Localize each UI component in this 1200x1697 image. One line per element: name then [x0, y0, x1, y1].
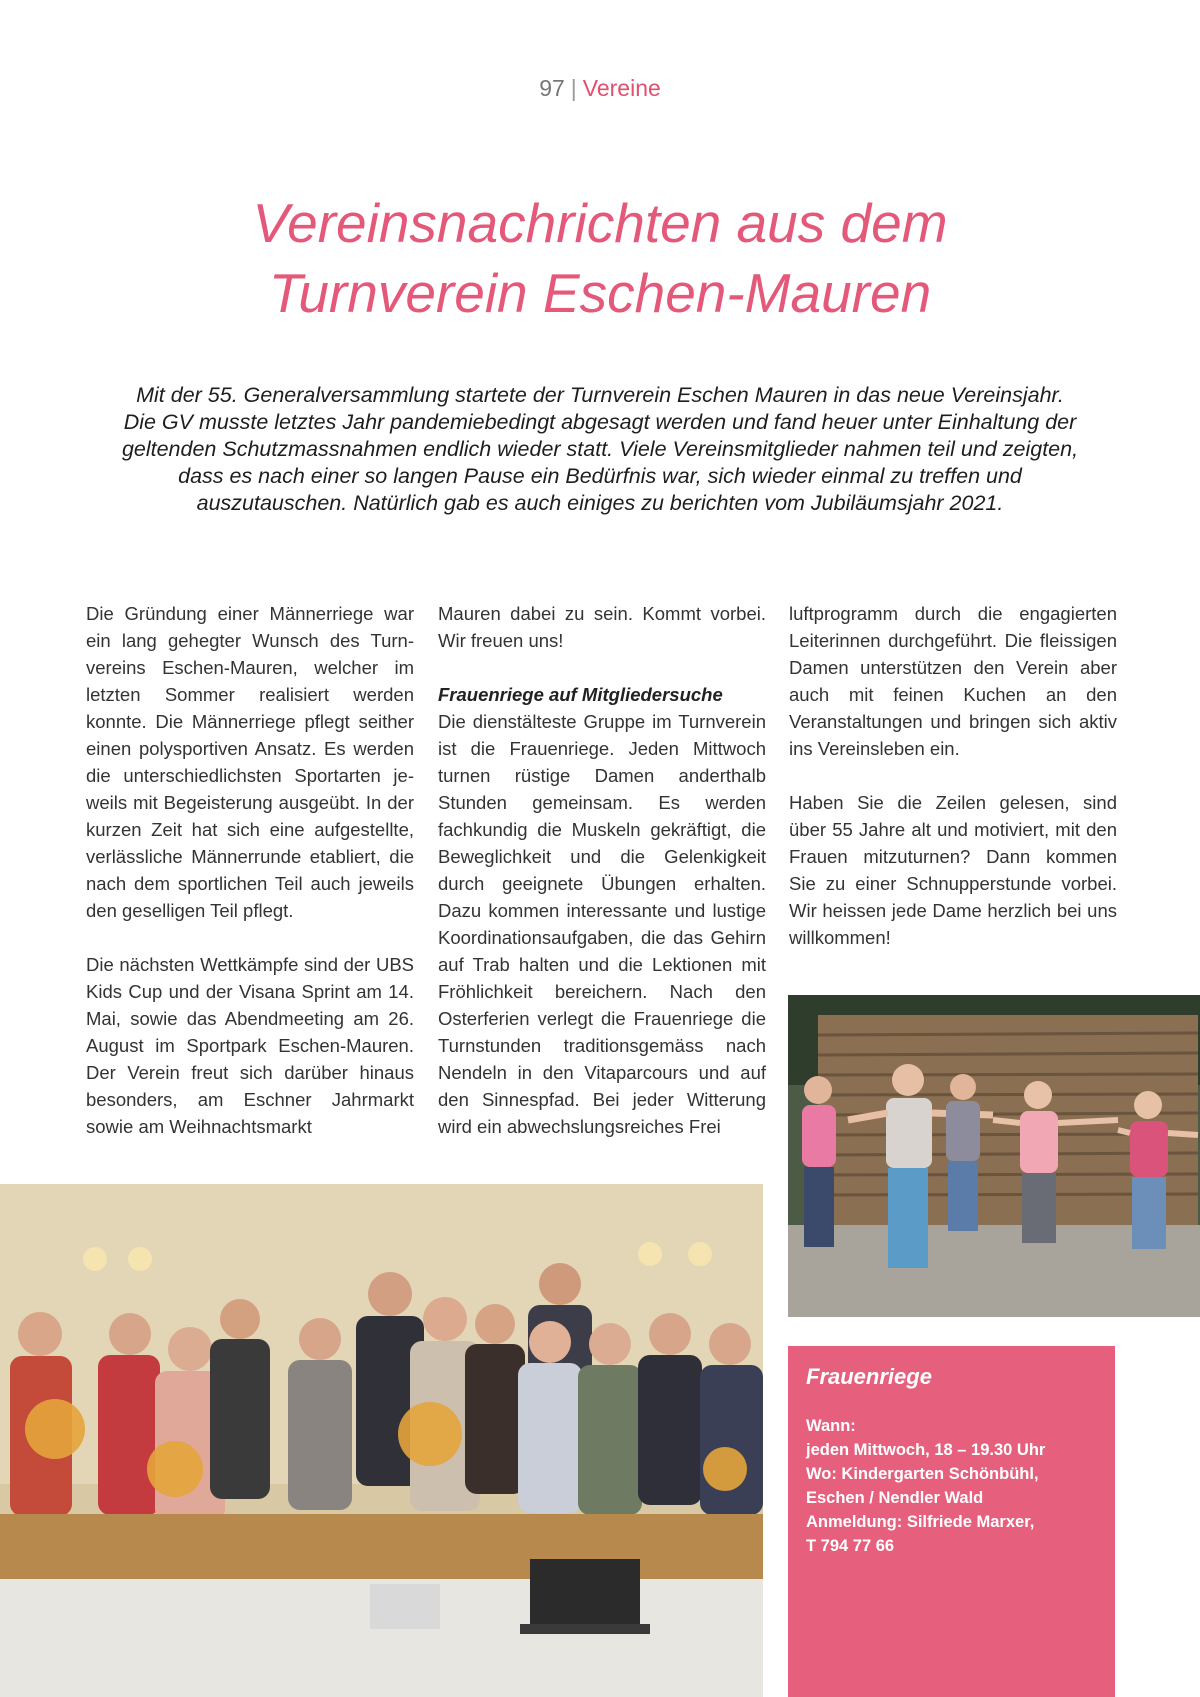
info-box-title: Frauenriege	[806, 1364, 932, 1389]
info-where-2: Eschen / Nendler Wald	[806, 1489, 984, 1507]
page-header	[0, 75, 1200, 102]
title-line-2: Turnverein Eschen-Mauren	[268, 262, 932, 324]
paragraph: Die nächsten Wettkämpfe sind der UBS Kids Cup und der Visana Sprint am 14. Mai, sowie das Abendmeeting am 26. August im Sportpark Eschen-Mauren. Der Verein freut sich darüber hinaus besonders, am Eschner Jahrmarkt sowie am Weihnachtsmarkt	[86, 954, 414, 1137]
text-column-3	[789, 600, 1117, 951]
info-where: Wo: Kindergarten Schönbühl,	[806, 1465, 1039, 1483]
article-lead: Mit der 55. Generalversammlung startete der Turnverein Eschen Mauren in das neue Vereinsjahr. Die GV musste letztes Jahr pandemiebedingt abgesagt werden und fand heuer unter Einhaltung der geltenden Schutzmassnahmen endlich wieder statt. Viele Vereinsmitglieder nahmen teil und zeigten, dass es nach einer so langen Pause ein Bedürfnis war, sich wieder einmal zu treffen und auszutauschen. Natürlich gab es auch einiges zu berichten vom Jubiläumsjahr 2021.	[121, 383, 1079, 515]
info-box-frauenriege	[788, 1346, 1115, 1697]
header-separator: |	[570, 75, 577, 101]
photo-frauenriege-image	[788, 995, 1200, 1317]
info-when-value: jeden Mittwoch, 18 – 19.30 Uhr	[806, 1441, 1046, 1459]
paragraph: luftprogramm durch die engagierten Leiterinnen durchgeführt. Die fleissigen Damen unterstützen den Verein aber auch mit feinen Kuchen an den Veranstaltungen und bringen sich aktiv ins Vereinsleben ein.	[789, 603, 1117, 759]
title-line-1: Vereinsnachrichten aus dem	[252, 192, 948, 254]
page-number: 97	[539, 75, 565, 101]
paragraph: Mauren dabei zu sein. Kommt vorbei. Wir freuen uns!	[438, 603, 766, 651]
info-signup: Anmeldung: Silfriede Marxer,	[806, 1513, 1035, 1531]
section-heading: Frauenriege auf Mitgliedersuche	[438, 684, 723, 705]
paragraph: Die Gründung einer Männerriege war ein lang gehegter Wunsch des Turnvereins Eschen-Mauren, welcher im letzten Sommer realisiert werden konnte. Die Männerriege pflegt seither einen polysportiven Ansatz. Es werden die unterschiedlichsten Sportarten jeweils mit Begeisterung ausgeübt. In der kurzen Zeit hat sich eine aufgestellte, verlässliche Männerrunde etabliert, die nach dem sportlichen Teil auch jeweils den geselligen Teil pflegt.	[86, 603, 414, 921]
info-phone: T 794 77 66	[806, 1537, 895, 1555]
text-column-1	[86, 600, 414, 1140]
article-title	[100, 188, 1100, 328]
section-name: Vereine	[582, 75, 661, 101]
paragraph: Die dienstälteste Gruppe im Turnverein ist die Frauenriege. Jeden Mittwoch turnen rüstige Damen anderthalb Stunden gemeinsam. Es werden fachkundig die Muskeln gekräftigt, die Beweglichkeit und die Gelenkigkeit durch geeignete Übungen erhalten. Dazu kommen interessante und lustige Koordinationsaufgaben, die das Gehirn auf Trab halten und die Lektionen mit Fröhlichkeit bereichern. Nach den Osterferien verlegt die Frauenriege die Turnstunden traditionsgemäss nach Nendeln in den Vitaparcours und auf den Sinnespfad. Bei jeder Witterung wird ein abwechslungsreiches Frei	[438, 711, 766, 1137]
photo-generalversammlung	[0, 1184, 763, 1697]
photo-generalversammlung-image	[0, 1184, 763, 1697]
info-when-label: Wann:	[806, 1417, 856, 1435]
paragraph: Haben Sie die Zeilen gelesen, sind über 55 Jahre alt und motiviert, mit den Frauen mitzuturnen? Dann kommen Sie zu einer Schnupperstunde vorbei. Wir heissen jede Dame herzlich bei uns willkommen!	[789, 792, 1117, 948]
text-column-2	[438, 600, 766, 1140]
photo-frauenriege	[788, 995, 1200, 1317]
